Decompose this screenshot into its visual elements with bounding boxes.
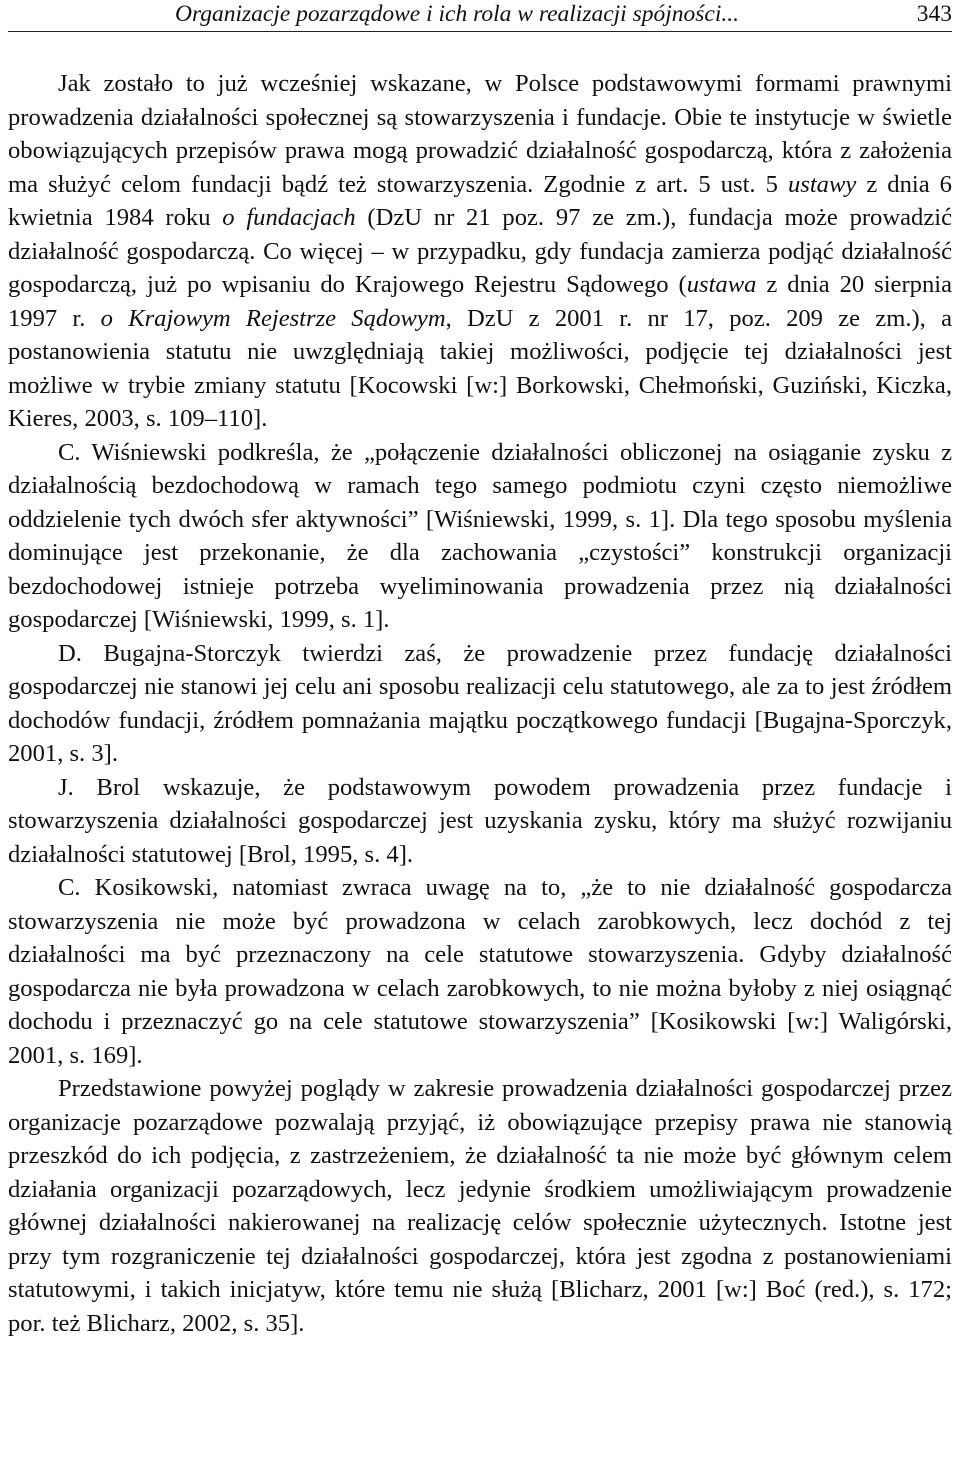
italic-text: ustawa: [686, 271, 757, 298]
paragraph: [8, 436, 952, 637]
text-run: C. Wiśniewski podkreśla, że „połączenie działalności obliczonej na osiąganie zysku z działalnością bezdochodową w ramach tego samego podmiotu czyni często niemożliwe oddzielenie tych dwóch sfer aktywności” [Wiśniewski, 1999, s. 1]. Dla tego sposobu myślenia dominujące jest przekonanie, że dla zachowania „czystości” konstrukcji organizacji bezdochodowej istnieje potrzeba wyeliminowania prowadzenia przez nią działalności gospodarczej [Wiśniewski, 1999, s. 1].: [8, 438, 952, 633]
text-run: z dnia 20 sierpnia 1997 r.: [8, 271, 952, 332]
text-run: z dnia 6 kwietnia 1984 roku: [8, 170, 952, 231]
document-page: [8, 0, 952, 1473]
paragraph: [8, 637, 952, 771]
paragraph: [8, 771, 952, 872]
text-run: J. Brol wskazuje, że podstawowym powodem prowadzenia przez fundacje i stowarzyszenia działalności gospodarczej jest uzyskania zysku, który ma służyć rozwijaniu działalności statutowej [Brol, 1995, s. 4].: [8, 773, 952, 868]
text-run: , DzU z 2001 r. nr 17, poz. 209 ze zm.), a postanowienia statutu nie uwzględniają takiej możliwości, podjęcie tej działalności jest możliwe w trybie zmiany statutu [Kocowski [w:] Borkowski, Chełmoński, Guziński, Kiczka, Kieres, 2003, s. 109–110].: [8, 304, 952, 432]
text-run: C. Kosikowski, natomiast zwraca uwagę na to, „że to nie działalność gospodarcza stowarzyszenia nie może być prowadzona w celach zarobkowych, lecz dochód z tej działalności ma być przeznaczony na cele statutowe stowarzyszenia. Gdyby działalność gospodarcza nie była prowadzona w celach zarobkowych, to nie można byłoby z niej osiągnąć dochodu i przeznaczyć go na cele statutowe stowarzyszenia” [Kosikowski [w:] Waligórski, 2001, s. 169].: [8, 874, 952, 1069]
italic-text: o fundacjach: [222, 204, 356, 231]
running-title: Organizacje pozarządowe i ich rola w realizacji spójności...: [175, 1, 739, 27]
text-run: Jak zostało to już wcześniej wskazane, w Polsce podstawowymi formami prawnymi prowadzenia działalności społecznej są stowarzyszenia i fundacje. Obie te instytucje w świetle obowiązujących przepisów prawa mogą prowadzić działalność gospodarczą, która z założenia ma służyć celom fundacji bądź też stowarzyszenia. Zgodnie z art. 5 ust. 5: [8, 70, 952, 198]
italic-text: ustawy: [787, 170, 857, 198]
text-run: D. Bugajna-Storczyk twierdzi zaś, że prowadzenie przez fundację działalności gospodarczej nie stanowi jej celu ani sposobu realizacji celu statutowego, ale za to jest źródłem dochodów fundacji, źródłem pomnażania majątku początkowego fundacji [Bugajna-Sporczyk, 2001, s. 3].: [8, 639, 952, 767]
text-run: Przedstawione powyżej poglądy w zakresie prowadzenia działalności gospodarczej przez organizacje pozarządowe pozwalają przyjąć, iż obowiązujące przepisy prawa nie stanowią przeszkód do ich podjęcia, z zastrzeżeniem, że działalność ta nie może być głównym celem działania organizacji pozarządowych, lecz jedynie środkiem umożliwiającym prowadzenie głównej działalności nakierowanej na realizację celów społecznie użytecznych. Istotne jest przy tym rozgraniczenie tej działalności gospodarczej, która jest zgodna z postanowieniami statutowymi, i takich inicjatyw, które temu nie służą [Blicharz, 2001 [w:] Boć (red.), s. 172; por. też Blicharz, 2002, s. 35].: [8, 1075, 952, 1337]
text-run: (DzU nr 21 poz. 97 ze zm.), fundacja może prowadzić działalność gospodarczą. Co więcej – w przypadku, gdy fundacja zamierza podjąć działalność gospodarczą, już po wpisaniu do Krajowego Rejestru Sądowego (: [8, 204, 952, 298]
running-header: [8, 0, 952, 32]
body-text: [8, 67, 952, 1340]
paragraph: [8, 67, 952, 436]
page-number: 343: [916, 1, 952, 27]
italic-text: o Krajowym Rejestrze Sądowym: [100, 304, 446, 332]
paragraph: [8, 1072, 952, 1340]
paragraph: [8, 871, 952, 1072]
